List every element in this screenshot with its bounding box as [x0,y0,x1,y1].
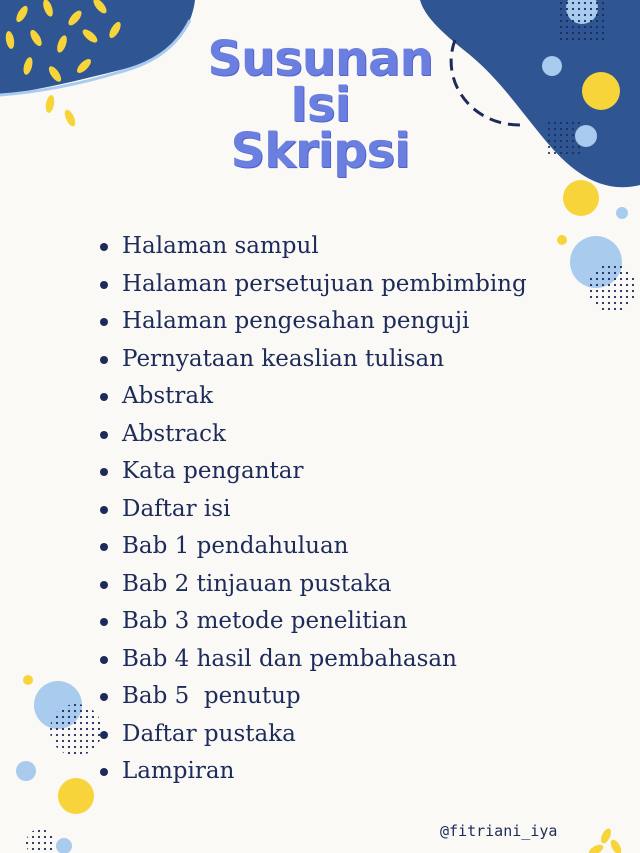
thesis-structure-list [100,228,527,791]
page-title [0,31,640,179]
bottom-left-circles-decoration [16,675,102,853]
list-item: Bab 4 hasil dan pembahasan [100,641,527,679]
list-item: Bab 1 pendahuluan [100,528,527,566]
title-line-1: Susunan [207,31,433,87]
right-circles-decoration [557,180,636,312]
list-item: Bab 3 metode penelitian [100,603,527,641]
list-item: Abstrack [100,416,527,454]
list-item: Bab 2 tinjauan pustaka [100,566,527,604]
author-handle: @fitriani_iya [440,822,558,840]
list-item: Pernyataan keaslian tulisan [100,341,527,379]
list-item: Lampiran [100,753,527,791]
list-item: Halaman sampul [100,228,527,266]
title-line-2: Isi [290,77,350,133]
list-item: Daftar pustaka [100,716,527,754]
list-item: Halaman persetujuan pembimbing [100,266,527,304]
bottom-right-leaf-decoration [587,827,623,853]
list-item: Halaman pengesahan penguji [100,303,527,341]
title-line-3: Skripsi [230,123,410,179]
list-item: Bab 5 penutup [100,678,527,716]
list-item: Kata pengantar [100,453,527,491]
list-item: Daftar isi [100,491,527,529]
list-item: Abstrak [100,378,527,416]
